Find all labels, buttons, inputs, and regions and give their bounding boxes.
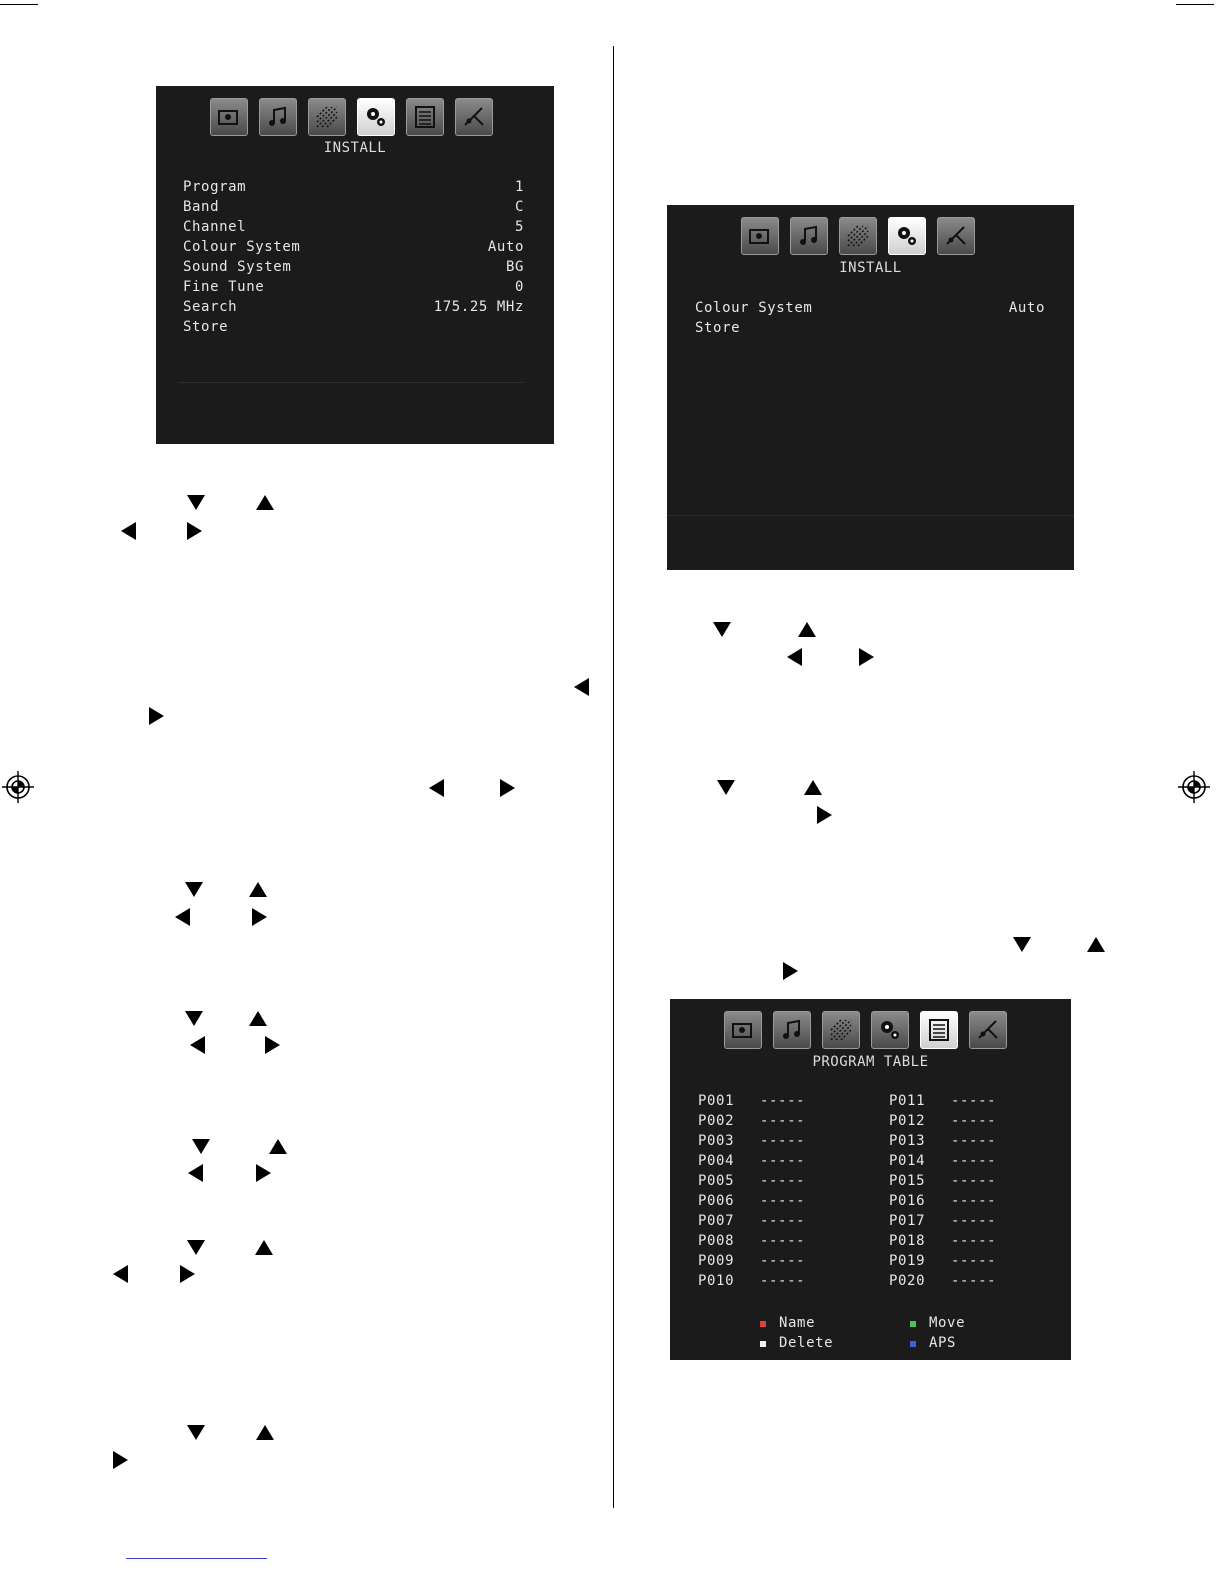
right-arrow-icon: [149, 707, 164, 725]
program-name[interactable]: -----: [951, 1173, 997, 1189]
feature-icon[interactable]: [822, 1011, 860, 1049]
program-number[interactable]: P008: [698, 1233, 735, 1249]
menu-separator: [667, 515, 1074, 516]
color-key-delete[interactable]: Delete: [779, 1335, 834, 1351]
menu-title: INSTALL: [839, 260, 902, 276]
menu-item-band[interactable]: [183, 199, 524, 217]
menu-item-value: BG: [505, 259, 524, 275]
color-key-move[interactable]: Move: [929, 1315, 966, 1331]
program-name[interactable]: -----: [951, 1093, 997, 1109]
feature-icon[interactable]: [308, 98, 346, 136]
program-number[interactable]: P017: [889, 1213, 926, 1229]
menu-item-value: 175.25 MHz: [433, 299, 524, 315]
right-arrow-icon: [783, 962, 798, 980]
menu-item-value: 1: [514, 179, 524, 195]
left-arrow-icon: [574, 678, 589, 696]
registration-mark-icon: [1178, 771, 1210, 803]
menu-item-colour-system[interactable]: [183, 239, 524, 257]
menu-item-label: Program: [183, 179, 247, 195]
program-name[interactable]: -----: [760, 1213, 806, 1229]
right-arrow-icon: [256, 1164, 271, 1182]
color-key-dot: [910, 1321, 916, 1327]
left-arrow-icon: [113, 1265, 128, 1283]
program-name[interactable]: -----: [760, 1233, 806, 1249]
program-number[interactable]: P018: [889, 1233, 926, 1249]
color-key-name[interactable]: Name: [779, 1315, 816, 1331]
up-arrow-icon: [269, 1139, 287, 1154]
program-name[interactable]: -----: [760, 1153, 806, 1169]
menu-item-label: Store: [183, 319, 229, 335]
color-key-aps[interactable]: APS: [929, 1335, 957, 1351]
up-arrow-icon: [1087, 937, 1105, 952]
left-arrow-icon: [175, 908, 190, 926]
up-arrow-icon: [798, 622, 816, 637]
program-number[interactable]: P006: [698, 1193, 735, 1209]
down-arrow-icon: [1013, 937, 1031, 952]
menu-icon-bar: [724, 1011, 1007, 1049]
footer-rule: [126, 1558, 267, 1559]
picture-icon[interactable]: [210, 98, 248, 136]
program-table-icon[interactable]: [406, 98, 444, 136]
program-number[interactable]: P011: [889, 1093, 926, 1109]
menu-item-label: Search: [183, 299, 238, 315]
color-key-dot: [760, 1341, 766, 1347]
program-name[interactable]: -----: [951, 1193, 997, 1209]
color-key-dot: [910, 1341, 916, 1347]
program-name[interactable]: -----: [760, 1193, 806, 1209]
program-number[interactable]: P004: [698, 1153, 735, 1169]
left-arrow-icon: [429, 779, 444, 797]
left-arrow-icon: [190, 1036, 205, 1054]
right-arrow-icon: [187, 522, 202, 540]
program-name[interactable]: -----: [951, 1113, 997, 1129]
column-divider: [613, 46, 614, 1508]
program-name[interactable]: -----: [760, 1173, 806, 1189]
menu-item-channel[interactable]: [183, 219, 524, 237]
menu-item-search[interactable]: [183, 299, 524, 317]
menu-item-value: Auto: [487, 239, 524, 255]
install-menu-screen-compact: [667, 205, 1074, 570]
program-number[interactable]: P007: [698, 1213, 735, 1229]
program-name[interactable]: -----: [760, 1133, 806, 1149]
program-name[interactable]: -----: [760, 1253, 806, 1269]
source-icon[interactable]: [937, 217, 975, 255]
install-icon[interactable]: [357, 98, 395, 136]
menu-item-label: Sound System: [183, 259, 292, 275]
program-number[interactable]: P010: [698, 1273, 735, 1289]
program-table-icon[interactable]: [920, 1011, 958, 1049]
right-arrow-icon: [113, 1451, 128, 1469]
install-icon[interactable]: [871, 1011, 909, 1049]
up-arrow-icon: [249, 1011, 267, 1026]
program-number[interactable]: P013: [889, 1133, 926, 1149]
feature-icon[interactable]: [839, 217, 877, 255]
program-number[interactable]: P002: [698, 1113, 735, 1129]
down-arrow-icon: [187, 495, 205, 510]
program-number[interactable]: P015: [889, 1173, 926, 1189]
right-arrow-icon: [859, 648, 874, 666]
source-icon[interactable]: [969, 1011, 1007, 1049]
crop-mark: [1176, 4, 1214, 5]
up-arrow-icon: [256, 495, 274, 510]
down-arrow-icon: [185, 882, 203, 897]
sound-icon[interactable]: [790, 217, 828, 255]
registration-mark-icon: [2, 771, 34, 803]
program-name[interactable]: -----: [951, 1133, 997, 1149]
color-key-dot: [760, 1321, 766, 1327]
crop-mark: [0, 4, 38, 5]
program-number[interactable]: P019: [889, 1253, 926, 1269]
program-number[interactable]: P003: [698, 1133, 735, 1149]
menu-item-label: Colour System: [695, 300, 813, 316]
down-arrow-icon: [717, 780, 735, 795]
sound-icon[interactable]: [773, 1011, 811, 1049]
program-number[interactable]: P001: [698, 1093, 735, 1109]
sound-icon[interactable]: [259, 98, 297, 136]
program-number[interactable]: P012: [889, 1113, 926, 1129]
menu-item-colour-system[interactable]: [695, 300, 1045, 318]
up-arrow-icon: [256, 1425, 274, 1440]
menu-item-label: Colour System: [183, 239, 301, 255]
menu-item-value: 0: [514, 279, 524, 295]
program-number[interactable]: P014: [889, 1153, 926, 1169]
left-arrow-icon: [188, 1164, 203, 1182]
right-arrow-icon: [500, 779, 515, 797]
up-arrow-icon: [249, 882, 267, 897]
menu-title: PROGRAM TABLE: [812, 1054, 929, 1070]
menu-item-program[interactable]: [183, 179, 524, 197]
up-arrow-icon: [255, 1240, 273, 1255]
menu-separator: [178, 382, 524, 383]
up-arrow-icon: [804, 780, 822, 795]
menu-item-label: Channel: [183, 219, 247, 235]
program-table-screen: [670, 999, 1071, 1360]
right-arrow-icon: [180, 1265, 195, 1283]
program-name[interactable]: -----: [760, 1113, 806, 1129]
menu-item-label: Store: [695, 320, 741, 336]
program-number[interactable]: P016: [889, 1193, 926, 1209]
menu-item-store[interactable]: [183, 319, 524, 337]
menu-icon-bar: [210, 98, 493, 136]
right-arrow-icon: [817, 806, 832, 824]
right-arrow-icon: [265, 1036, 280, 1054]
menu-item-label: Band: [183, 199, 220, 215]
menu-item-value: C: [514, 199, 524, 215]
menu-title: INSTALL: [323, 140, 387, 156]
program-number[interactable]: P020: [889, 1273, 926, 1289]
program-name[interactable]: -----: [760, 1093, 806, 1109]
menu-item-sound-system[interactable]: [183, 259, 524, 277]
program-number[interactable]: P005: [698, 1173, 735, 1189]
picture-icon[interactable]: [724, 1011, 762, 1049]
down-arrow-icon: [713, 622, 731, 637]
right-arrow-icon: [252, 908, 267, 926]
menu-icon-bar: [741, 217, 975, 255]
install-menu-screen: [156, 86, 554, 444]
down-arrow-icon: [185, 1011, 203, 1026]
menu-item-value: Auto: [1008, 300, 1045, 316]
program-number[interactable]: P009: [698, 1253, 735, 1269]
program-name[interactable]: -----: [951, 1213, 997, 1229]
down-arrow-icon: [187, 1240, 205, 1255]
menu-item-fine-tune[interactable]: [183, 279, 524, 297]
program-name[interactable]: -----: [951, 1253, 997, 1269]
menu-item-value: 5: [514, 219, 524, 235]
menu-item-store[interactable]: [695, 320, 1045, 338]
program-name[interactable]: -----: [951, 1273, 997, 1289]
down-arrow-icon: [192, 1139, 210, 1154]
left-arrow-icon: [121, 522, 136, 540]
source-icon[interactable]: [455, 98, 493, 136]
picture-icon[interactable]: [741, 217, 779, 255]
program-name[interactable]: -----: [951, 1153, 997, 1169]
menu-item-label: Fine Tune: [183, 279, 265, 295]
program-name[interactable]: -----: [951, 1233, 997, 1249]
down-arrow-icon: [187, 1425, 205, 1440]
left-arrow-icon: [787, 648, 802, 666]
program-name[interactable]: -----: [760, 1273, 806, 1289]
install-icon[interactable]: [888, 217, 926, 255]
